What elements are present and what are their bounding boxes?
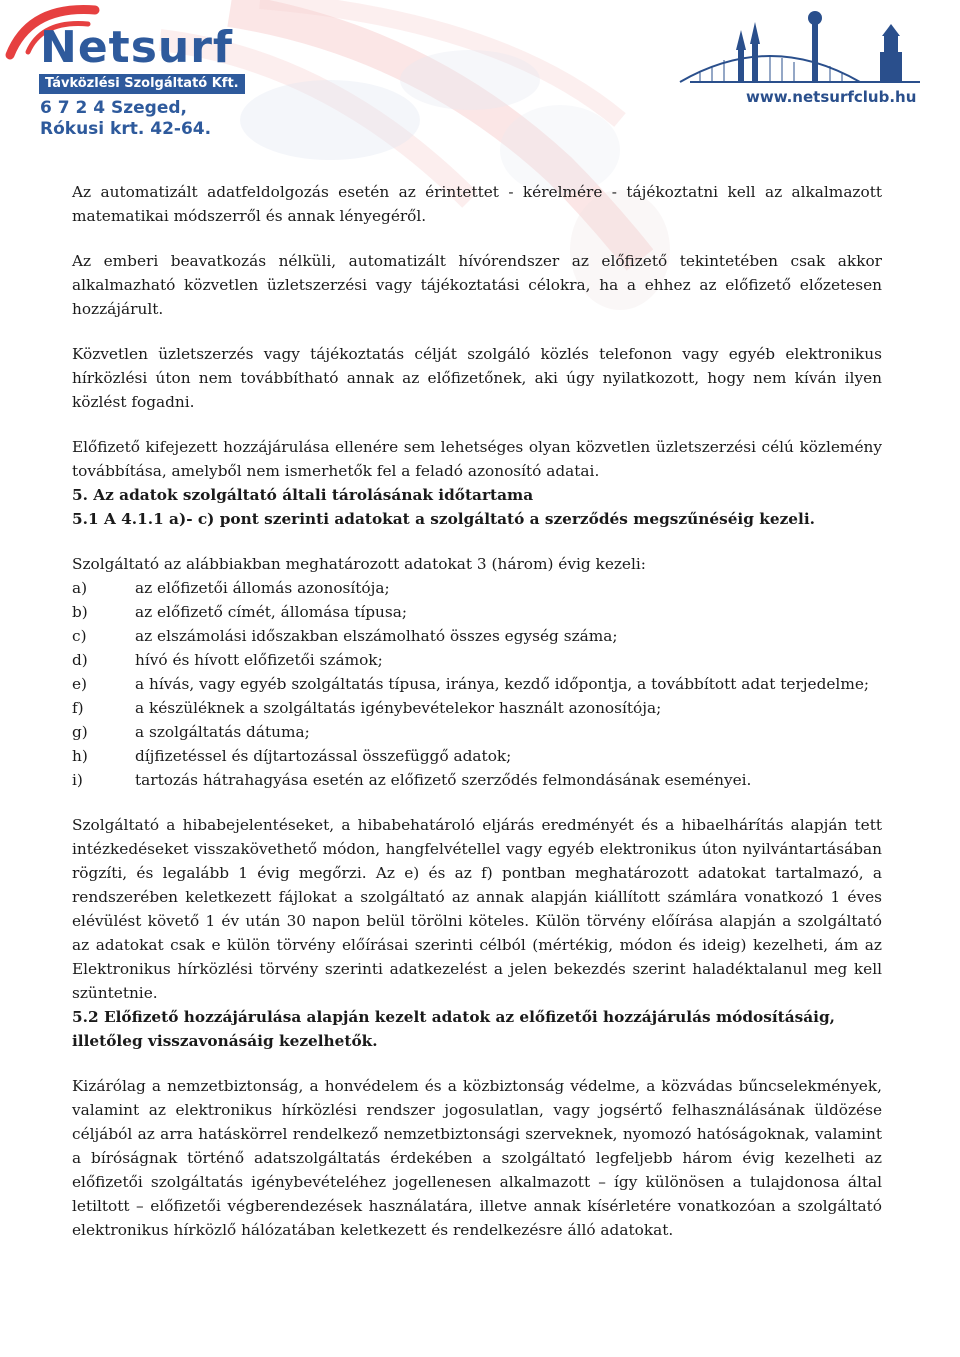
section-heading-5: 5. Az adatok szolgáltató általi tárolásának időtartama (72, 486, 534, 504)
netsurf-logo: Netsurf (40, 22, 234, 73)
list-item: h) díjfizetéssel és díjtartozással összefüggő adatok; (72, 747, 512, 765)
list-item: e) a hívás, vagy egyéb szolgáltatás típusa, iránya, kezdő időpontja, a továbbított adat terjedelme; (72, 675, 870, 693)
data-retention-list (72, 576, 882, 792)
list-item: g) a szolgáltatás dátuma; (72, 723, 310, 741)
list-intro: Szolgáltató az alábbiakban meghatározott adatokat 3 (három) évig kezeli: (72, 555, 646, 573)
document-body (72, 180, 882, 1242)
paragraph-national-security: Kizárólag a nemzetbiztonság, a honvédelem és a közbiztonság védelme, a közvádas bűncselekmények, valamint az elektronikus hírközlési rendszer jogosulatlan, vagy jogsértő felhasználásának üldözése céljából az arra hatáskörrel rendelkező nemzetbiztonsági szerveknek, nyomozó hatóságoknak, valamint a bíróságnak történő adatszolgáltatás érdekében a szolgáltató legfeljebb három évig kezelheti az előfizetői szolgáltatás igénybevételéhez jogellenesen alkalmazott – így különösen a tulajdonosa által letiltott – előfizetői végberendezések használatára, illetve annak kísérletére vonatkozóan a szolgáltató elektronikus hírközlő hálózatában keletkezett és rendelkezésre álló adatokat. (72, 1077, 882, 1239)
letterhead (0, 0, 960, 150)
list-item: i) tartozás hátrahagyása esetén az előfizető szerződés felmondásának eseményei. (72, 771, 752, 789)
list-item: d) hívó és hívott előfizetői számok; (72, 651, 383, 669)
section-heading-5-2: 5.2 Előfizető hozzájárulása alapján kezelt adatok az előfizetői hozzájárulás módosításáig, illetőleg visszavonásáig kezelhetők. (72, 1008, 835, 1050)
list-item: a) az előfizetői állomás azonosítója; (72, 579, 390, 597)
section-heading-5-1: 5.1 A 4.1.1 a)- c) pont szerinti adatokat a szolgáltató a szerződés megszűnéséig kezeli. (72, 510, 815, 528)
paragraph-automated-processing: Az automatizált adatfeldolgozás esetén az érintettet - kérelmére - tájékoztatni kell az alkalmazott matematikai módszerről és annak lényegéről. (72, 183, 882, 225)
list-item: b) az előfizető címét, állomása típusa; (72, 603, 407, 621)
list-item: f) a készüléknek a szolgáltatás igénybevételekor használt azonosítója; (72, 699, 662, 717)
paragraph-fault-reports: Szolgáltató a hibabejelentéseket, a hibabehatároló eljárás eredményét és a hibaelhárítás alapján tett intézkedéseket visszakövethető módon, hangfelvétellel vagy egyéb elektronikus úton nyilvántartásában rögzíti, és legalább 1 évig megőrzi. Az e) és az f) pontban meghatározott adatokat tartalmazó, a rendszerében keletkezett fájlokat a szolgáltató az annak alapján kiállított számlára vonatkozó 1 éves elévülést követő 1 év után 30 napon belül törölni köteles. Külön törvény előírása alapján a szolgáltató az adatokat csak e külön törvény előírásai szerinti célból (mértékig, módon és ideig) kezelheti, ám az Elektronikus hírközlési törvény szerinti adatkezelést a jelen bekezdés szerint haladéktalanul meg kell szüntetnie. (72, 816, 882, 1002)
website-url: www.netsurfclub.hu (746, 88, 917, 106)
address-line-1: 6 7 2 4 Szeged, (40, 98, 187, 118)
company-address (40, 98, 211, 140)
address-line-2: Rókusi krt. 42-64. (40, 119, 212, 139)
paragraph-sender-identification: Előfizető kifejezett hozzájárulása ellenére sem lehetséges olyan közvetlen üzletszerzési célú közlemény továbbítása, amelyből nem ismerhetők fel a feladó azonosító adatai. (72, 438, 882, 480)
paragraph-automated-calling: Az emberi beavatkozás nélküli, automatizált hívórendszer az előfizető tekintetében csak akkor alkalmazható közvetlen üzletszerzési vagy tájékoztatási célokra, ha a ehhez az előfizető előzetesen hozzájárult. (72, 252, 882, 318)
paragraph-direct-marketing: Közvetlen üzletszerzés vagy tájékoztatás célját szolgáló közlés telefonon vagy egyéb elektronikus hírközlési úton nem továbbítható annak az előfizetőnek, aki úgy nyilatkozott, hogy nem kíván ilyen közlést fogadni. (72, 345, 882, 411)
list-item: c) az elszámolási időszakban elszámolható összes egység száma; (72, 627, 618, 645)
company-subtitle: Távközlési Szolgáltató Kft. (39, 74, 245, 94)
